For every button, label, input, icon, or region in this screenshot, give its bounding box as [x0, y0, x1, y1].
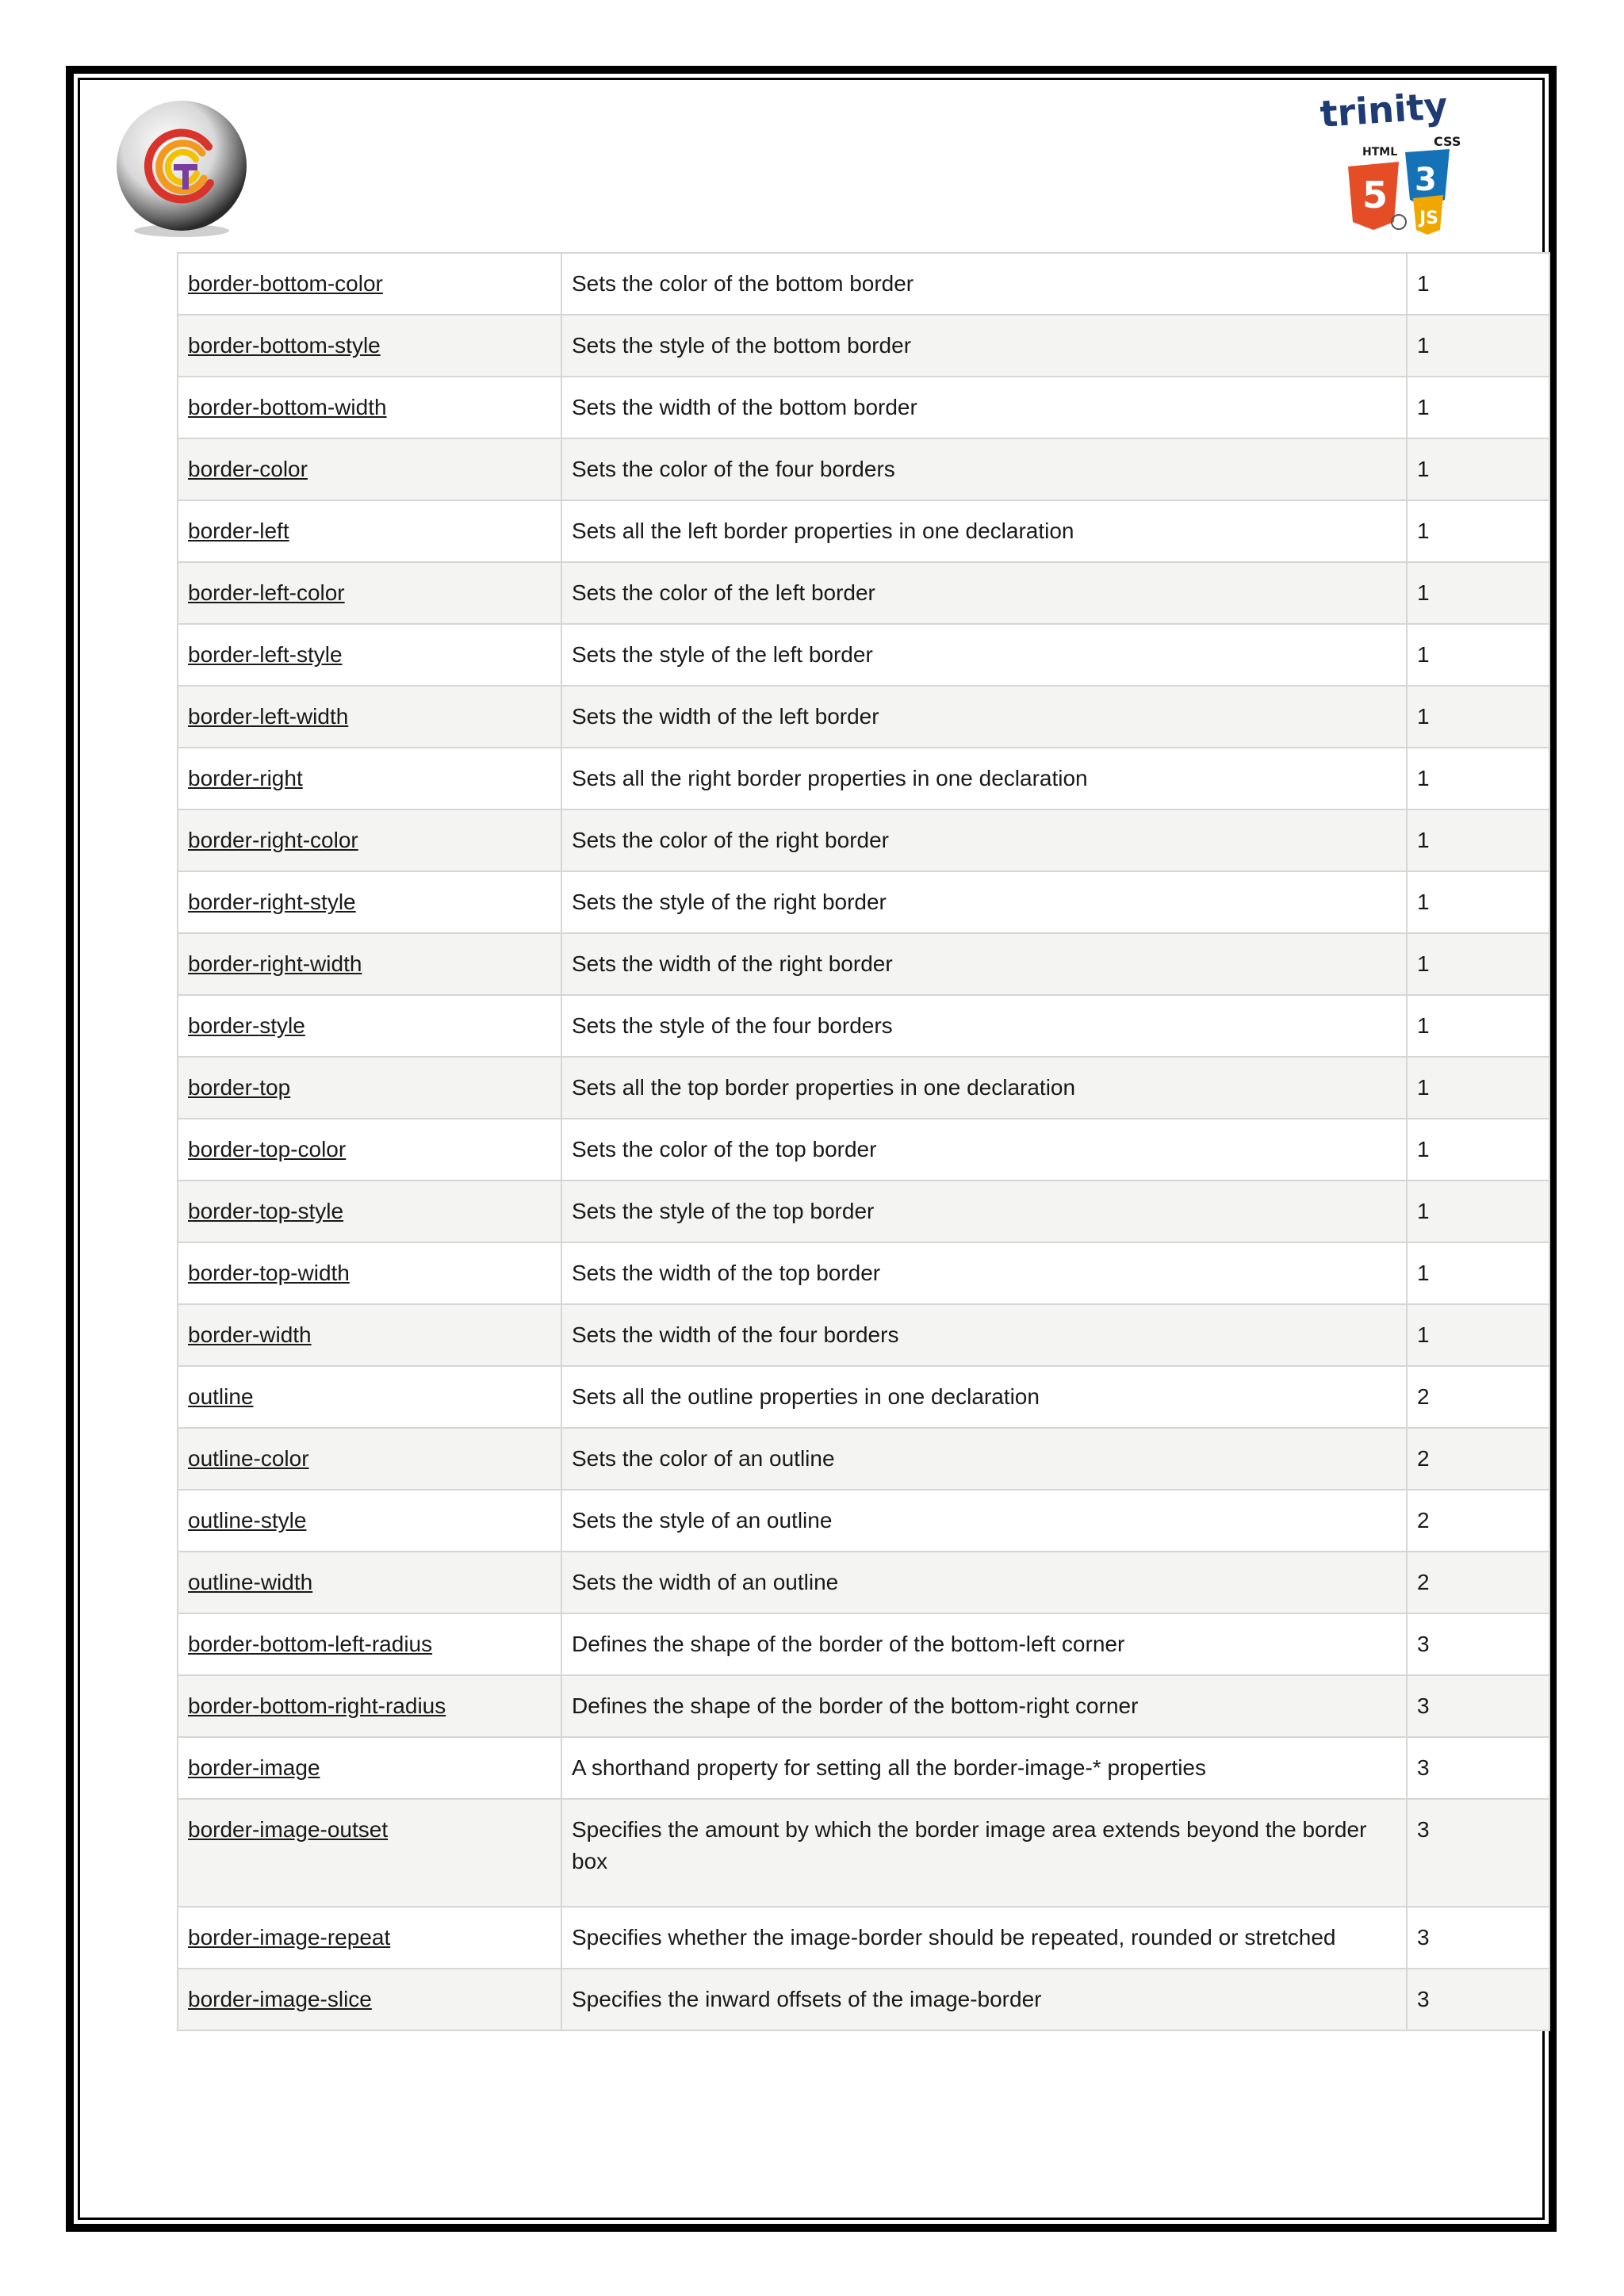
description-cell: Sets the color of an outline: [561, 1428, 1407, 1490]
table-row: [178, 1613, 1549, 1675]
property-cell: [178, 748, 561, 809]
table-row: [178, 1907, 1549, 1969]
property-cell: [178, 253, 561, 315]
description-cell: Sets the color of the left border: [561, 562, 1407, 624]
description-cell: Sets the width of the bottom border: [561, 377, 1407, 438]
css-version-cell: 1: [1407, 1057, 1549, 1119]
css-properties-table: [177, 252, 1550, 2031]
description-cell: Sets the style of the top border: [561, 1181, 1407, 1242]
css-version-cell: 2: [1407, 1552, 1549, 1613]
css-version-cell: 1: [1407, 748, 1549, 809]
table-row: [178, 1304, 1549, 1366]
table-row: [178, 1428, 1549, 1490]
css-version-cell: 1: [1407, 871, 1549, 933]
property-link[interactable]: border-color: [188, 457, 308, 481]
property-link[interactable]: border-image: [188, 1755, 320, 1780]
css-version-cell: 3: [1407, 1969, 1549, 2030]
table-row: [178, 624, 1549, 686]
property-cell: [178, 686, 561, 748]
property-cell: [178, 871, 561, 933]
property-cell: [178, 1675, 561, 1737]
table-row: [178, 1490, 1549, 1552]
svg-text:JS: JS: [1419, 209, 1439, 228]
description-cell: Sets the color of the right border: [561, 809, 1407, 871]
css-version-cell: 1: [1407, 253, 1549, 315]
logo-wordmark: trinity: [1319, 89, 1450, 136]
css-version-cell: 1: [1407, 933, 1549, 995]
property-link[interactable]: border-top-style: [188, 1199, 344, 1223]
description-cell: Specifies whether the image-border should be repeated, rounded or stretched: [561, 1907, 1407, 1969]
table-row: [178, 562, 1549, 624]
description-cell: Sets the color of the top border: [561, 1119, 1407, 1181]
property-cell: [178, 933, 561, 995]
css-version-cell: 1: [1407, 562, 1549, 624]
table-row: [178, 933, 1549, 995]
table-row: [178, 253, 1549, 315]
property-link[interactable]: border-image-outset: [188, 1817, 389, 1842]
property-link[interactable]: outline-width: [188, 1570, 313, 1594]
description-cell: Sets all the right border properties in one declaration: [561, 748, 1407, 809]
property-cell: [178, 438, 561, 500]
css-version-cell: 1: [1407, 500, 1549, 562]
property-link[interactable]: border-bottom-color: [188, 271, 383, 296]
property-cell: [178, 1057, 561, 1119]
svg-text:3: 3: [1415, 162, 1437, 198]
table-row: [178, 1057, 1549, 1119]
table-row: [178, 438, 1549, 500]
property-link[interactable]: border-top: [188, 1075, 291, 1100]
property-link[interactable]: border-right: [188, 766, 303, 790]
css-version-cell: 1: [1407, 995, 1549, 1057]
table-row: [178, 686, 1549, 748]
property-link[interactable]: border-left-style: [188, 642, 343, 667]
property-cell: [178, 1428, 561, 1490]
property-link[interactable]: border-style: [188, 1013, 305, 1038]
css-version-cell: 1: [1407, 438, 1549, 500]
property-link[interactable]: border-bottom-left-radius: [188, 1632, 433, 1656]
description-cell: Sets the style of the bottom border: [561, 315, 1407, 377]
table-row: [178, 1552, 1549, 1613]
css-version-cell: 3: [1407, 1737, 1549, 1799]
css-version-cell: 1: [1407, 1181, 1549, 1242]
property-link[interactable]: border-bottom-style: [188, 333, 381, 358]
property-link[interactable]: border-left-color: [188, 580, 345, 605]
property-link[interactable]: border-right-style: [188, 890, 356, 914]
property-cell: [178, 1242, 561, 1304]
property-link[interactable]: border-bottom-width: [188, 395, 387, 419]
property-cell: [178, 1907, 561, 1969]
description-cell: Sets the style of the right border: [561, 871, 1407, 933]
property-cell: [178, 1969, 561, 2030]
description-cell: Sets the color of the bottom border: [561, 253, 1407, 315]
description-cell: Sets the width of the left border: [561, 686, 1407, 748]
description-cell: Sets all the outline properties in one declaration: [561, 1366, 1407, 1428]
description-cell: Sets the width of the four borders: [561, 1304, 1407, 1366]
trinity-html5-css3-js-logo-icon: [1316, 89, 1472, 239]
property-cell: [178, 500, 561, 562]
description-cell: Sets the style of the left border: [561, 624, 1407, 686]
property-link[interactable]: border-right-width: [188, 951, 362, 976]
css-version-cell: 3: [1407, 1613, 1549, 1675]
table-row: [178, 1969, 1549, 2030]
css-version-cell: 1: [1407, 686, 1549, 748]
css-version-cell: 1: [1407, 1242, 1549, 1304]
description-cell: Specifies the inward offsets of the image-border: [561, 1969, 1407, 2030]
css-version-cell: 3: [1407, 1675, 1549, 1737]
property-cell: [178, 1119, 561, 1181]
description-cell: Sets the style of an outline: [561, 1490, 1407, 1552]
table-row: [178, 1242, 1549, 1304]
property-link[interactable]: border-right-color: [188, 828, 358, 852]
css-version-cell: 1: [1407, 315, 1549, 377]
css-version-cell: 2: [1407, 1490, 1549, 1552]
table-row: [178, 1675, 1549, 1737]
css-version-cell: 1: [1407, 377, 1549, 438]
css-version-cell: 2: [1407, 1428, 1549, 1490]
property-link[interactable]: outline: [188, 1384, 254, 1409]
property-link[interactable]: border-image-repeat: [188, 1925, 391, 1950]
table-row: [178, 500, 1549, 562]
table-row: [178, 871, 1549, 933]
property-cell: [178, 562, 561, 624]
css-version-cell: 3: [1407, 1799, 1549, 1907]
table-row: [178, 315, 1549, 377]
description-cell: Sets the width of an outline: [561, 1552, 1407, 1613]
svg-text:5: 5: [1362, 174, 1388, 216]
property-cell: [178, 1613, 561, 1675]
table-row: [178, 1366, 1549, 1428]
property-cell: [178, 809, 561, 871]
table-row: [178, 1181, 1549, 1242]
description-cell: Sets the width of the right border: [561, 933, 1407, 995]
description-cell: Sets the color of the four borders: [561, 438, 1407, 500]
property-cell: [178, 624, 561, 686]
property-cell: [178, 995, 561, 1057]
svg-text:HTML: HTML: [1362, 146, 1398, 159]
table-row: [178, 748, 1549, 809]
table-row: [178, 377, 1549, 438]
description-cell: A shorthand property for setting all the border-image-* properties: [561, 1737, 1407, 1799]
property-link[interactable]: border-left-width: [188, 704, 349, 729]
property-link[interactable]: border-bottom-right-radius: [188, 1693, 446, 1718]
description-cell: Sets the width of the top border: [561, 1242, 1407, 1304]
css-version-cell: 1: [1407, 1119, 1549, 1181]
property-cell: [178, 315, 561, 377]
description-cell: Sets all the left border properties in one declaration: [561, 500, 1407, 562]
table-row: [178, 1799, 1549, 1907]
css-version-cell: 2: [1407, 1366, 1549, 1428]
description-cell: Defines the shape of the border of the bottom-left corner: [561, 1613, 1407, 1675]
property-link[interactable]: outline-style: [188, 1508, 307, 1533]
svg-text:CSS: CSS: [1434, 134, 1461, 149]
table-row: [178, 995, 1549, 1057]
property-cell: [178, 377, 561, 438]
description-cell: Sets the style of the four borders: [561, 995, 1407, 1057]
property-cell: [178, 1181, 561, 1242]
css-version-cell: 1: [1407, 1304, 1549, 1366]
property-link[interactable]: border-left: [188, 519, 289, 543]
table-row: [178, 1737, 1549, 1799]
property-link[interactable]: border-top-width: [188, 1261, 350, 1285]
property-cell: [178, 1737, 561, 1799]
description-cell: Sets all the top border properties in one declaration: [561, 1057, 1407, 1119]
property-link[interactable]: border-width: [188, 1322, 312, 1347]
css-version-cell: 1: [1407, 624, 1549, 686]
table-row: [178, 809, 1549, 871]
css-version-cell: 1: [1407, 809, 1549, 871]
description-cell: Defines the shape of the border of the bottom-right corner: [561, 1675, 1407, 1737]
property-link[interactable]: border-top-color: [188, 1137, 347, 1161]
property-cell: [178, 1490, 561, 1552]
description-cell: Specifies the amount by which the border image area extends beyond the border box: [561, 1799, 1407, 1907]
css-version-cell: 3: [1407, 1907, 1549, 1969]
property-cell: [178, 1552, 561, 1613]
property-cell: [178, 1799, 561, 1907]
table-row: [178, 1119, 1549, 1181]
property-cell: [178, 1304, 561, 1366]
property-link[interactable]: border-image-slice: [188, 1987, 372, 2011]
property-link[interactable]: outline-color: [188, 1446, 309, 1471]
property-cell: [178, 1366, 561, 1428]
ct-circle-logo-icon: [113, 98, 250, 239]
